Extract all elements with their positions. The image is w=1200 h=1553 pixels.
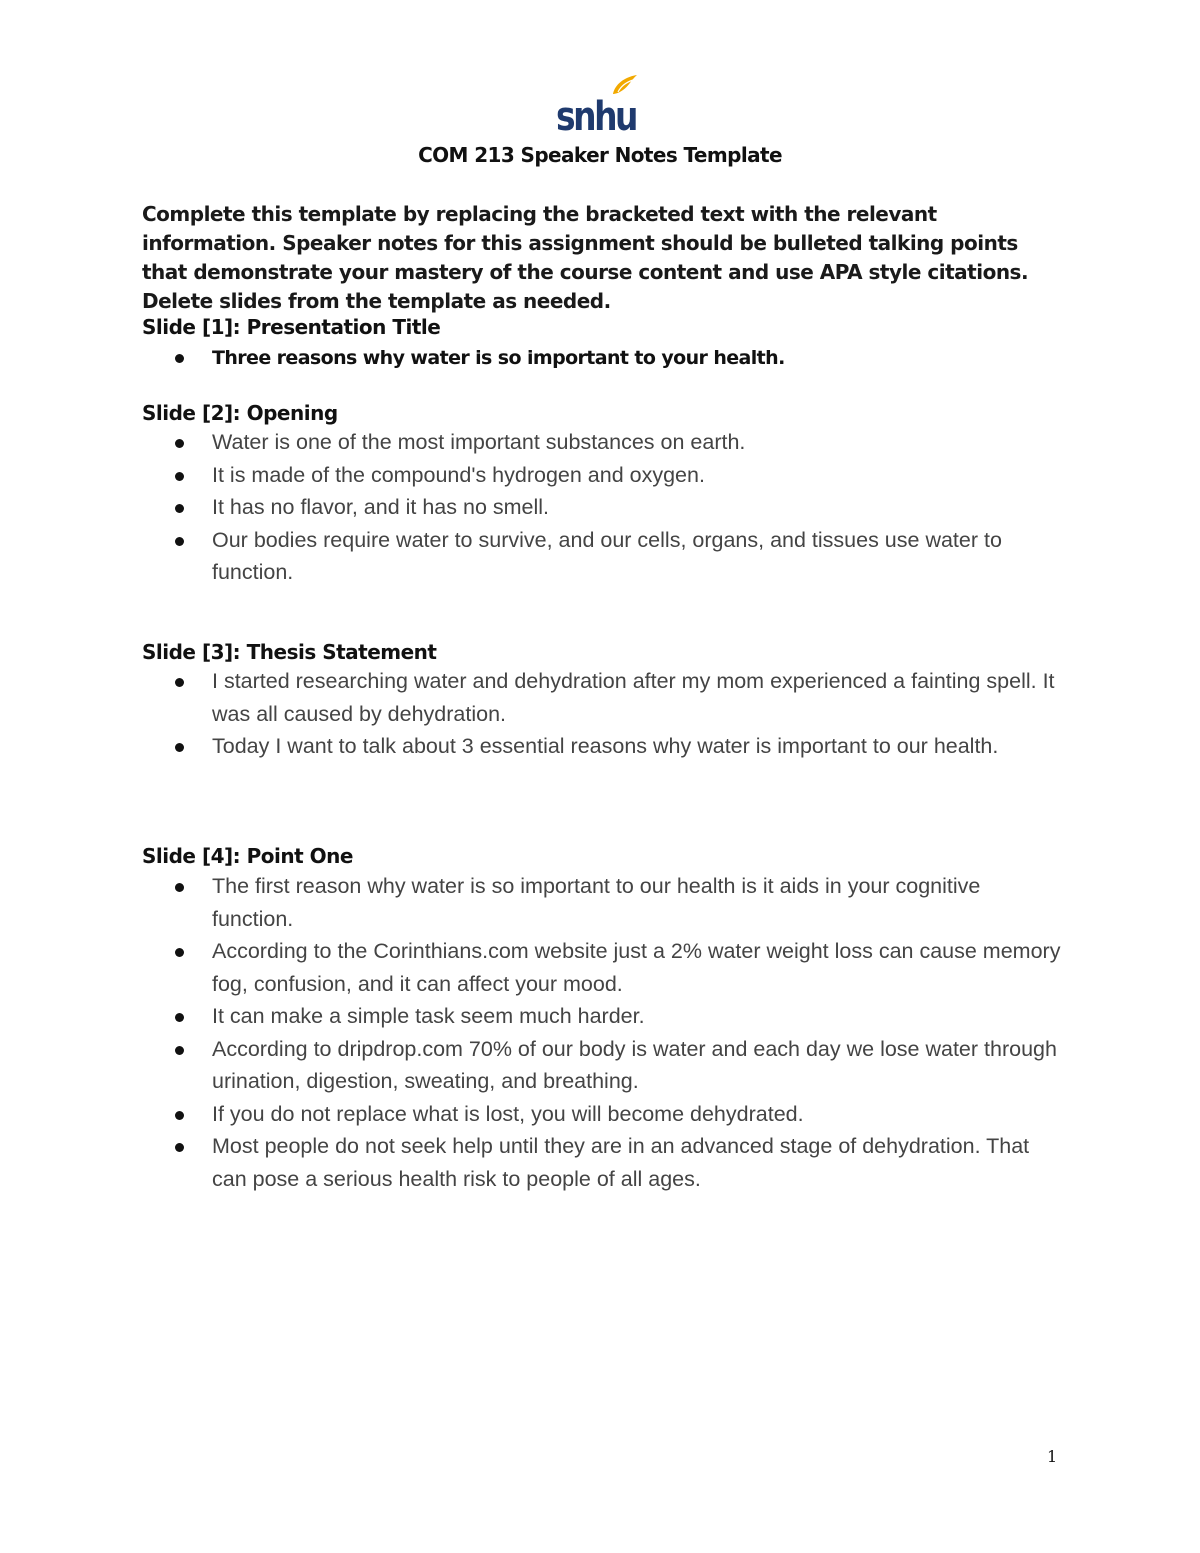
list-item: According to the Corinthians.com website just a 2% water weight loss can cause memory fog, confusion, and it can affect your mood. [0,935,1062,1000]
slide-4-heading: Slide [4]: Point One [142,844,353,868]
bullet-icon [175,1013,184,1022]
page-number: 1 [1047,1447,1058,1466]
bullet-icon [175,948,184,957]
document-title: COM 213 Speaker Notes Template [418,143,782,167]
slide-4-bullets [0,870,1200,1195]
slide-2-heading: Slide [2]: Opening [142,401,338,425]
list-item: Water is one of the most important substances on earth. [0,426,1062,459]
bullet-icon [175,504,184,513]
bullet-icon [175,354,184,363]
bullet-icon [175,537,184,546]
list-item: If you do not replace what is lost, you will become dehydrated. [0,1098,1062,1131]
list-item: The first reason why water is so important to our health is it aids in your cognitive function. [0,870,1062,935]
bullet-icon [175,743,184,752]
list-item: Today I want to talk about 3 essential reasons why water is important to our health. [0,730,1062,763]
slide-1-bullets [0,344,1200,372]
bullet-icon [175,1111,184,1120]
slide-3-heading: Slide [3]: Thesis Statement [142,640,437,664]
bullet-icon [175,883,184,892]
slide-3-bullets [0,665,1200,763]
instructions-paragraph: Complete this template by replacing the bracketed text with the relevant information. Speaker notes for this assignment should be bulleted talking points that demonstrate your mastery of the course content and use APA style citations. Delete slides from the template as needed. [142,202,1029,313]
bullet-icon [175,678,184,687]
logo-text: snhu [556,94,637,140]
list-item: Our bodies require water to survive, and our cells, organs, and tissues use water to function. [0,524,1062,589]
bullet-icon [175,1143,184,1152]
snhu-logo [555,72,641,140]
list-item: Most people do not seek help until they are in an advanced stage of dehydration. That can pose a serious health risk to people of all ages. [0,1130,1062,1195]
bullet-icon [175,472,184,481]
list-item: Three reasons why water is so important to your health. [0,344,1062,372]
list-item: It can make a simple task seem much harder. [0,1000,1062,1033]
slide-2-bullets [0,426,1200,589]
bullet-icon [175,439,184,448]
list-item: I started researching water and dehydration after my mom experienced a fainting spell. It was all caused by dehydration. [0,665,1062,730]
bullet-icon [175,1046,184,1055]
list-item: It is made of the compound's hydrogen and oxygen. [0,459,1062,492]
slide-1-heading: Slide [1]: Presentation Title [142,315,441,339]
list-item: According to dripdrop.com 70% of our body is water and each day we lose water through urination, digestion, sweating, and breathing. [0,1033,1062,1098]
list-item: It has no flavor, and it has no smell. [0,491,1062,524]
